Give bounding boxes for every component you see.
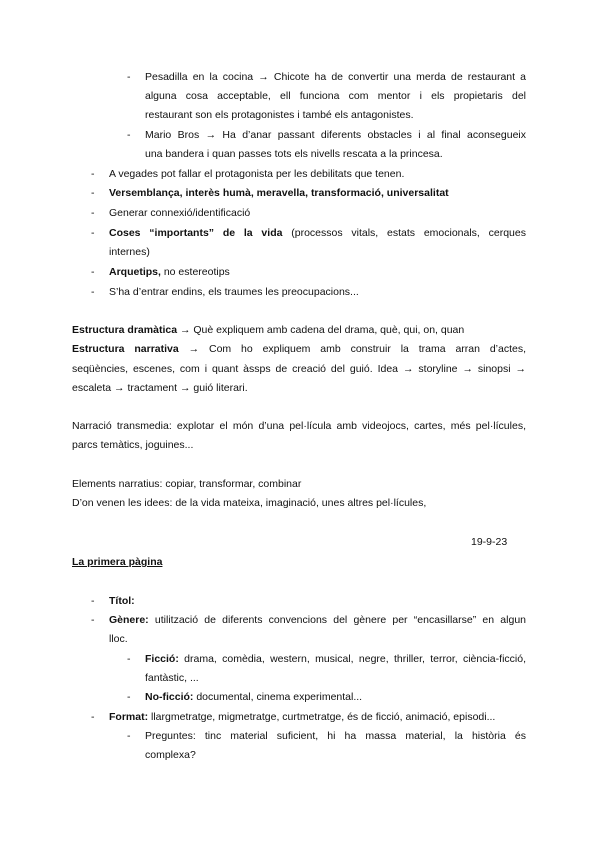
list-item bbox=[109, 594, 135, 608]
list-dash: - bbox=[127, 71, 131, 83]
list-item bbox=[145, 690, 362, 704]
list-item-text: drama, comèdia, western, musical, negre, thriller, terror, ciència-ficció, bbox=[178, 653, 526, 665]
paragraph-line bbox=[72, 381, 248, 395]
paragraph-line: D’on venen les idees: de la vida mateixa, imaginació, unes altres pel·lícules, bbox=[72, 497, 427, 509]
paragraph-line: Elements narratius: copiar, transformar, combinar bbox=[72, 478, 302, 490]
list-dash: - bbox=[127, 129, 131, 141]
term-label: Estructura narrativa bbox=[72, 343, 179, 355]
arrow-icon: → bbox=[114, 382, 125, 394]
paragraph-line bbox=[72, 342, 526, 356]
list-item-text: Mario Bros bbox=[145, 129, 200, 141]
list-item: A vegades pot fallar el protagonista per les debilitats que tenen. bbox=[109, 168, 405, 180]
list-item bbox=[145, 652, 526, 666]
list-item-bold: Coses “importants” de la vida bbox=[109, 227, 283, 239]
list-item bbox=[145, 70, 526, 84]
list-item-text: no estereotips bbox=[160, 266, 230, 278]
arrow-icon: → bbox=[402, 363, 414, 375]
list-item-bold: Títol: bbox=[109, 595, 135, 607]
paragraph-text: escaleta bbox=[72, 382, 115, 394]
paragraph-text: guió literari. bbox=[190, 382, 248, 394]
list-item-continuation: una bandera i quan passes tots els nivells rescata a la princesa. bbox=[145, 148, 443, 160]
list-item-continuation: lloc. bbox=[109, 633, 128, 645]
list-item-text: Pesadilla en la cocina bbox=[145, 71, 254, 83]
list-item bbox=[145, 128, 526, 142]
list-item-bold: Gènere: bbox=[109, 614, 149, 626]
paragraph-text: tractament bbox=[124, 382, 180, 394]
list-item-continuation: internes) bbox=[109, 246, 150, 258]
date-label: 19-9-23 bbox=[471, 536, 508, 548]
list-dash: - bbox=[91, 227, 95, 239]
list-dash: - bbox=[127, 730, 131, 742]
list-item: Generar connexió/identificació bbox=[109, 207, 251, 219]
list-dash: - bbox=[91, 168, 95, 180]
arrow-icon: → bbox=[515, 363, 526, 375]
list-item-text: llargmetratge, migmetratge, curtmetratge, és de ficció, animació, episodi... bbox=[148, 711, 496, 723]
paragraph-line: Narració transmedia: explotar el món d’una pel·lícula amb videojocs, cartes, més pel·lícules, bbox=[72, 420, 526, 432]
list-item-text: Chicote ha de convertir una merda de restaurant a bbox=[268, 71, 526, 83]
list-item bbox=[109, 613, 526, 627]
list-dash: - bbox=[127, 653, 131, 665]
list-item-bold: Arquetips, bbox=[109, 266, 161, 278]
list-item-continuation: fantàstic, ... bbox=[145, 672, 199, 684]
list-item-text: (processos vitals, estats emocionals, cerques bbox=[282, 227, 526, 239]
arrow-icon: → bbox=[188, 343, 200, 355]
list-dash: - bbox=[91, 595, 95, 607]
list-item-bold: Versemblança, interès humà, meravella, transformació, universalitat bbox=[109, 187, 449, 199]
term-label: Estructura dramàtica bbox=[72, 324, 178, 336]
paragraph-text: Què expliquem amb cadena del drama, què, qui, on, quan bbox=[190, 324, 465, 336]
paragraph-text: storyline bbox=[413, 363, 463, 375]
paragraph-text: Com ho expliquem amb construir la trama arran d’actes, bbox=[199, 343, 527, 355]
paragraph-text: seqüències, escenes, com i quant àssps de creació del guió. Idea bbox=[72, 363, 399, 375]
list-item bbox=[109, 710, 495, 724]
list-dash: - bbox=[91, 711, 95, 723]
list-item-text: utilització de diferents convencions del gènere per “encasillarse” en algun bbox=[148, 614, 526, 626]
list-dash: - bbox=[91, 614, 95, 626]
arrow-icon: → bbox=[179, 382, 191, 394]
list-item-continuation: restaurant son els protagonistes i també els antagonistes. bbox=[145, 109, 414, 121]
list-item: Preguntes: tinc material suficient, hi ha massa material, la història és bbox=[145, 730, 526, 742]
list-item bbox=[109, 226, 526, 240]
list-dash: - bbox=[91, 286, 95, 298]
list-item-continuation: complexa? bbox=[145, 749, 196, 761]
list-item bbox=[109, 186, 449, 200]
arrow-icon: → bbox=[179, 324, 191, 336]
paragraph-line bbox=[72, 362, 526, 376]
arrow-icon: → bbox=[258, 71, 269, 83]
list-item-bold: Format: bbox=[109, 711, 149, 723]
paragraph-line bbox=[72, 323, 464, 337]
list-item-text: Ha d’anar passant diferents obstacles i al final aconsegueix bbox=[216, 129, 526, 141]
arrow-icon: → bbox=[205, 129, 217, 141]
list-item-text: documental, cinema experimental... bbox=[193, 691, 363, 703]
list-item-bold: Ficció: bbox=[145, 653, 179, 665]
list-dash: - bbox=[91, 266, 95, 278]
list-dash: - bbox=[91, 187, 95, 199]
list-item bbox=[109, 265, 230, 279]
paragraph-line: parcs temàtics, joguines... bbox=[72, 439, 194, 451]
list-item: S’ha d’entrar endins, els traumes les preocupacions... bbox=[109, 286, 359, 298]
list-dash: - bbox=[91, 207, 95, 219]
paragraph-text: sinopsi bbox=[472, 363, 516, 375]
section-title: La primera pàgina bbox=[72, 556, 163, 568]
arrow-icon: → bbox=[462, 363, 473, 375]
list-item-continuation: alguna cosa acceptable, ell funciona com mentor i els propietaris del bbox=[145, 90, 526, 102]
list-dash: - bbox=[127, 691, 131, 703]
list-item-bold: No-ficció: bbox=[145, 691, 194, 703]
